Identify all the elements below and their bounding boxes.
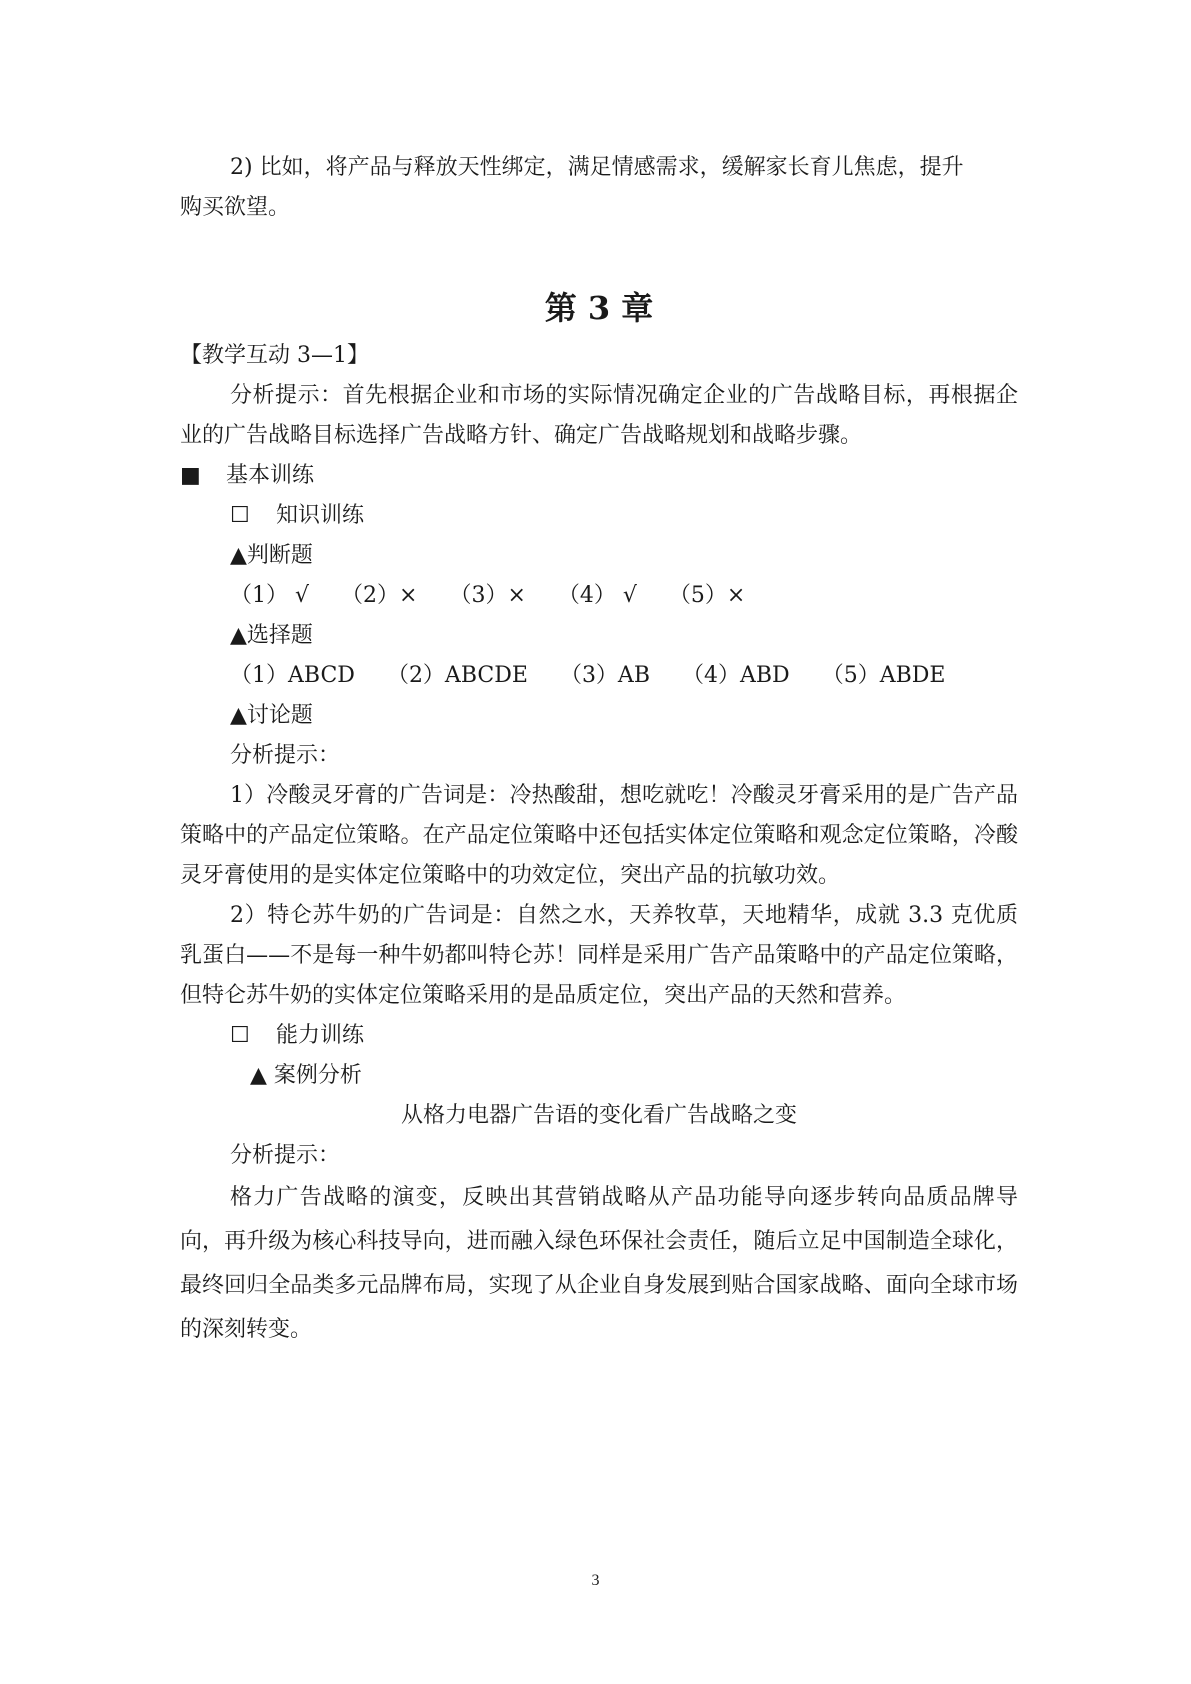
case-hint: 分析提示： [230,1143,341,1168]
choice-answers [180,656,1018,696]
interaction-text: 分析提示：首先根据企业和市场的实际情况确定企业的广告战略目标，再根据企业的广告战略目标选择广告战略方针、确定广告战略规划和战略步骤。 [180,383,1018,448]
case-title: 从格力电器广告语的变化看广告战略之变 [400,1103,797,1128]
intro-line-2: 购买欲望。 [180,195,291,220]
judge-answer: （4） √ [557,583,637,608]
checkbox-icon: ☐ [230,503,250,528]
knowledge-training-label: 知识训练 [276,503,365,528]
page-number: 3 [591,1572,600,1589]
ability-training-label: 能力训练 [276,1023,365,1048]
case-analysis-label: ▲ 案例分析 [250,1063,362,1088]
chapter-title: 第 3 章 [544,289,654,327]
discuss-paragraph-2: 2）特仑苏牛奶的广告词是：自然之水，天养牧草，天地精华，成就 3.3 克优质乳蛋白——不是每一种牛奶都叫特仑苏！同样是采用广告产品策略中的产品定位策略，但特仑苏牛奶的实体定位策略采用的是品质定位，突出产品的天然和营养。 [180,903,1018,1008]
judge-answer: （2）× [341,583,418,608]
choice-answer: （1）ABCD [230,663,355,688]
judge-answer: （5）× [668,583,746,608]
judge-answer: （1） √ [230,583,310,608]
page-content [180,148,1018,1352]
judge-answer: （3）× [449,583,526,608]
ability-training-heading [180,1016,1018,1056]
discuss-label: ▲讨论题 [230,703,313,728]
basic-training-label: 基本训练 [226,463,315,488]
interaction-label: 【教学互动 3—1】 [180,343,369,368]
checkbox-icon: ☐ [230,1023,250,1048]
discuss-hint: 分析提示： [230,743,341,768]
choice-answer: （4）ABD [682,663,790,688]
choice-label: ▲选择题 [230,623,313,648]
judge-label: ▲判断题 [230,543,313,568]
case-text: 格力广告战略的演变，反映出其营销战略从产品功能导向逐步转向品质品牌导向，再升级为核心科技导向，进而融入绿色环保社会责任，随后立足中国制造全球化，最终回归全品类多元品牌布局，实现了从企业自身发展到贴合国家战略、面向全球市场的深刻转变。 [180,1185,1018,1342]
square-bullet-icon: ■ [180,463,201,488]
knowledge-training-heading [180,496,1018,536]
choice-answer: （3）AB [559,663,650,688]
basic-training-heading [180,456,1018,496]
judge-answers [180,576,1018,616]
discuss-paragraph-1: 1）冷酸灵牙膏的广告词是：冷热酸甜，想吃就吃！冷酸灵牙膏采用的是广告产品策略中的产品定位策略。在产品定位策略中还包括实体定位策略和观念定位策略，冷酸灵牙膏使用的是实体定位策略中的功效定位，突出产品的抗敏功效。 [180,783,1018,888]
choice-answer: （2）ABCDE [386,663,528,688]
choice-answer: （5）ABDE [821,663,946,688]
intro-line-1: 2) 比如，将产品与释放天性绑定，满足情感需求，缓解家长育儿焦虑，提升 [230,155,964,180]
